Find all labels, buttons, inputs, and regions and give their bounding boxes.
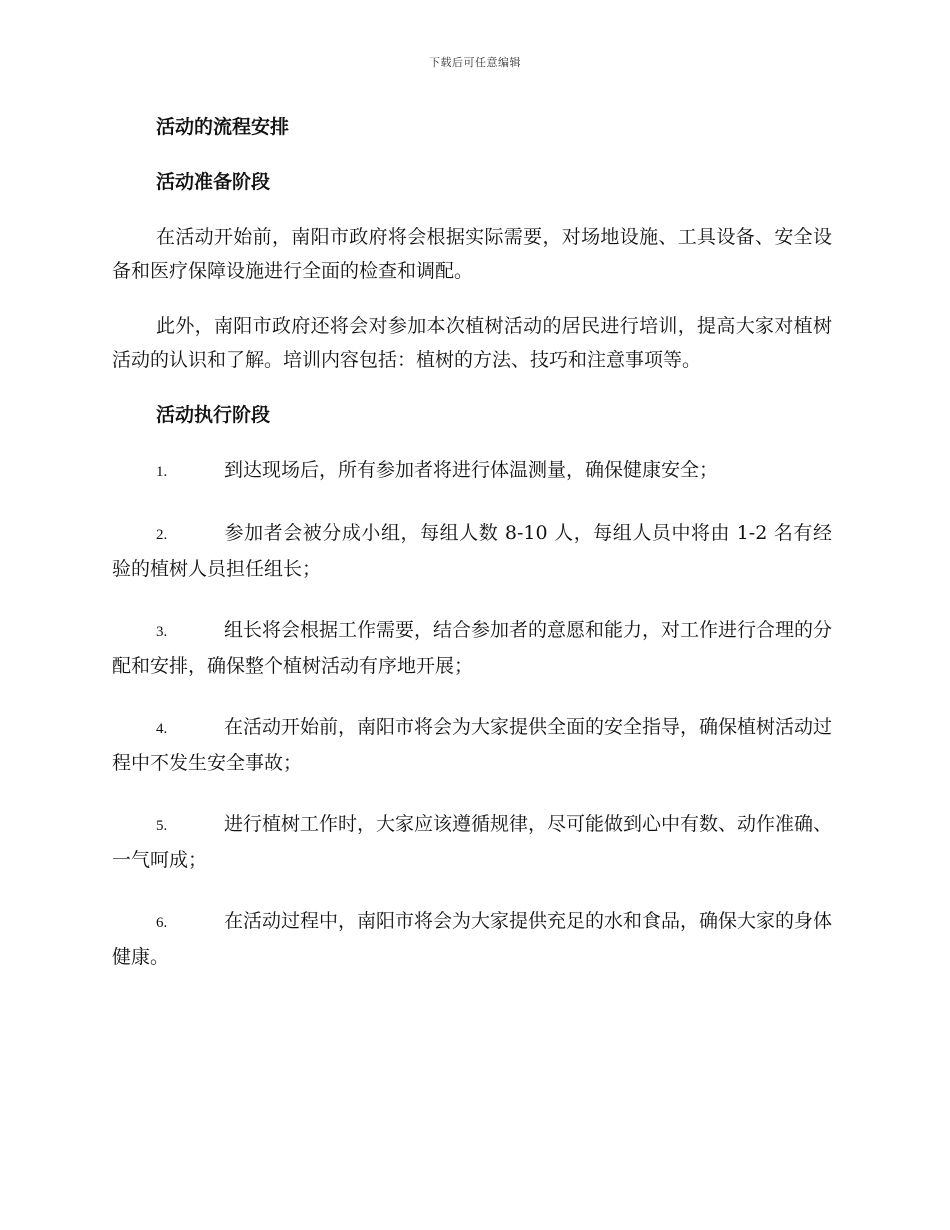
list-number: 5. (156, 818, 168, 834)
list-item (112, 904, 832, 974)
list-number: 1. (156, 464, 168, 480)
list-number: 2. (156, 527, 168, 543)
paragraph: 在活动开始前，南阳市政府将会根据实际需要，对场地设施、工具设备、安全设备和医疗保障设施进行全面的检查和调配。 (112, 226, 832, 282)
list-item (112, 453, 832, 489)
list-number: 4. (156, 721, 168, 737)
list-item-text: 在活动过程中，南阳市将会为大家提供充足的水和食品，确保大家的身体健康。 (112, 910, 833, 968)
list-item-text: 组长将会根据工作需要，结合参加者的意愿和能力，对工作进行合理的分配和安排，确保整个植树活动有序地开展； (112, 619, 833, 677)
document-body (112, 110, 832, 1001)
list-number: 6. (156, 915, 168, 931)
list-item-text: 进行植树工作时，大家应该遵循规律，尽可能做到心中有数、动作准确、一气呵成； (112, 813, 833, 871)
document-title: 活动的流程安排 (156, 116, 290, 138)
paragraph: 此外，南阳市政府还将会对参加本次植树活动的居民进行培训，提高大家对植树活动的认识和了解。培训内容包括：植树的方法、技巧和注意事项等。 (112, 315, 832, 371)
header-note: 下载后可任意编辑 (429, 56, 521, 69)
list-item-text: 在活动开始前，南阳市将会为大家提供全面的安全指导，确保植树活动过程中不发生安全事故； (112, 716, 833, 774)
list-number: 3. (156, 624, 168, 640)
list-item (112, 516, 832, 586)
list-item (112, 613, 832, 683)
list-item (112, 710, 832, 780)
section-heading-preparation: 活动准备阶段 (156, 171, 271, 193)
list-item-text: 到达现场后，所有参加者将进行体温测量，确保健康安全； (224, 459, 719, 481)
section-heading-execution: 活动执行阶段 (156, 404, 271, 426)
list-item (112, 807, 832, 877)
list-item-text: 参加者会被分成小组，每组人数 8-10 人，每组人员中将由 1-2 名有经验的植树人员担任组长； (112, 522, 832, 580)
